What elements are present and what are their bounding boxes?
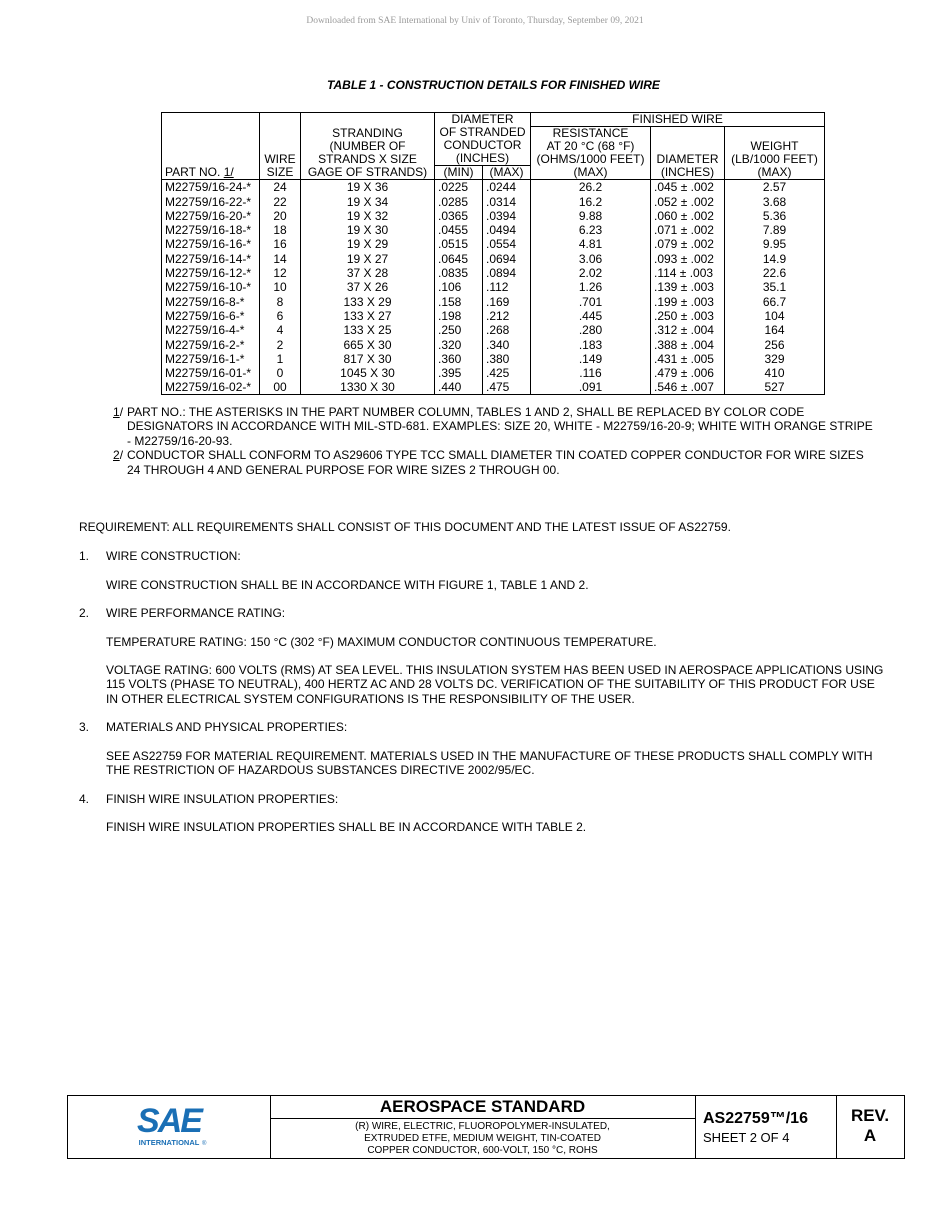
cell-weight: 9.95	[725, 237, 825, 251]
cell-diameter-min: .158	[435, 294, 483, 308]
section-3-para-1: SEE AS22759 FOR MATERIAL REQUIREMENT. MATERIALS USED IN THE MANUFACTURE OF THESE PRODUCTS SHALL COMPLY WITH THE RESTRICTION OF HAZARDOUS SUBSTANCES DIRECTIVE 2002/95/EC.	[106, 749, 873, 778]
table-row	[162, 380, 825, 395]
cell-part-no: M22759/16-16-*	[162, 237, 260, 251]
cell-wire-size: 16	[260, 237, 301, 251]
cell-finished-diameter: .139 ± .003	[651, 280, 725, 294]
section-2-para-2: VOLTAGE RATING: 600 VOLTS (RMS) AT SEA LEVEL. THIS INSULATION SYSTEM HAS BEEN USED IN AEROSPACE APPLICATIONS USING 115 VOLTS (PHASE TO NEUTRAL), 400 HERTZ AC AND 28 VOLTS DC. VERIFICATION OF THE SUITABILITY OF THIS PRODUCT FOR USE IN OTHER ELECTRICAL SYSTEM CONFIGURATIONS IS THE RESPONSIBILITY OF THE USER.	[106, 663, 884, 706]
cell-diameter-min: .0365	[435, 209, 483, 223]
col-header-diameter: DIAMETER OF STRANDED CONDUCTOR (INCHES)	[435, 113, 531, 166]
revision-value: A	[863, 1126, 877, 1145]
cell-wire-size: 1	[260, 352, 301, 366]
col-header-max: (MAX)	[483, 166, 531, 180]
cell-weight: 5.36	[725, 209, 825, 223]
cell-stranding: 1045 X 30	[301, 366, 435, 380]
cell-part-no: M22759/16-1-*	[162, 352, 260, 366]
cell-finished-diameter: .045 ± .002	[651, 180, 725, 194]
description-line-1: (R) WIRE, ELECTRIC, FLUOROPOLYMER-INSULATED,	[355, 1121, 610, 1132]
standard-type: AEROSPACE STANDARD	[270, 1096, 695, 1119]
cell-weight: 14.9	[725, 251, 825, 265]
cell-diameter-max: .0894	[483, 266, 531, 280]
table-row	[162, 280, 825, 294]
cell-resistance: .091	[531, 380, 651, 395]
cell-wire-size: 22	[260, 194, 301, 208]
cell-stranding: 1330 X 30	[301, 380, 435, 395]
description-line-3: COPPER CONDUCTOR, 600-VOLT, 150 °C, ROHS	[367, 1145, 598, 1156]
cell-diameter-max: .0314	[483, 194, 531, 208]
cell-resistance: 1.26	[531, 280, 651, 294]
cell-diameter-min: .0285	[435, 194, 483, 208]
cell-finished-diameter: .431 ± .005	[651, 352, 725, 366]
cell-finished-diameter: .199 ± .003	[651, 294, 725, 308]
cell-resistance: .280	[531, 323, 651, 337]
cell-resistance: .701	[531, 294, 651, 308]
cell-stranding: 817 X 30	[301, 352, 435, 366]
cell-weight: 104	[725, 309, 825, 323]
cell-finished-diameter: .079 ± .002	[651, 237, 725, 251]
col-header-finished-wire: FINISHED WIRE	[531, 113, 825, 127]
cell-stranding: 19 X 32	[301, 209, 435, 223]
cell-finished-diameter: .114 ± .003	[651, 266, 725, 280]
cell-stranding: 37 X 26	[301, 280, 435, 294]
cell-diameter-min: .320	[435, 337, 483, 351]
document-number: AS22759™/16	[703, 1110, 808, 1127]
section-3-number: 3.	[79, 720, 90, 734]
title-block	[67, 1095, 905, 1159]
cell-stranding: 19 X 27	[301, 251, 435, 265]
section-4-para-1: FINISH WIRE INSULATION PROPERTIES SHALL BE IN ACCORDANCE WITH TABLE 2.	[106, 820, 587, 834]
cell-diameter-max: .340	[483, 337, 531, 351]
table-notes	[113, 405, 873, 477]
cell-weight: 410	[725, 366, 825, 380]
cell-weight: 7.89	[725, 223, 825, 237]
cell-weight: 2.57	[725, 180, 825, 194]
cell-wire-size: 4	[260, 323, 301, 337]
table-row	[162, 352, 825, 366]
col-header-finished-diameter: DIAMETER (INCHES)	[651, 127, 725, 180]
cell-part-no: M22759/16-18-*	[162, 223, 260, 237]
section-1-title: WIRE CONSTRUCTION:	[106, 549, 241, 563]
cell-resistance: 9.88	[531, 209, 651, 223]
cell-wire-size: 18	[260, 223, 301, 237]
table-title: TABLE 1 - CONSTRUCTION DETAILS FOR FINISHED WIRE	[327, 78, 660, 92]
cell-diameter-max: .268	[483, 323, 531, 337]
document-number-cell	[695, 1096, 837, 1158]
col-header-weight: WEIGHT (LB/1000 FEET) (MAX)	[725, 127, 825, 180]
cell-wire-size: 0	[260, 366, 301, 380]
cell-diameter-max: .475	[483, 380, 531, 395]
cell-resistance: .445	[531, 309, 651, 323]
cell-diameter-max: .112	[483, 280, 531, 294]
cell-diameter-max: .0394	[483, 209, 531, 223]
sae-logo-mark: SAE	[137, 1102, 201, 1140]
cell-part-no: M22759/16-24-*	[162, 180, 260, 194]
cell-weight: 527	[725, 380, 825, 395]
cell-weight: 3.68	[725, 194, 825, 208]
cell-finished-diameter: .071 ± .002	[651, 223, 725, 237]
cell-finished-diameter: .093 ± .002	[651, 251, 725, 265]
section-2-title: WIRE PERFORMANCE RATING:	[106, 606, 286, 620]
table-row	[162, 366, 825, 380]
cell-diameter-min: .250	[435, 323, 483, 337]
cell-diameter-min: .0225	[435, 180, 483, 194]
cell-diameter-max: .0244	[483, 180, 531, 194]
table-row	[162, 309, 825, 323]
section-1-para-1: WIRE CONSTRUCTION SHALL BE IN ACCORDANCE WITH FIGURE 1, TABLE 1 AND 2.	[106, 578, 589, 592]
cell-diameter-max: .0694	[483, 251, 531, 265]
cell-diameter-min: .106	[435, 280, 483, 294]
table-row	[162, 180, 825, 194]
sae-logo-registered: ®	[202, 1141, 207, 1147]
cell-wire-size: 6	[260, 309, 301, 323]
cell-part-no: M22759/16-22-*	[162, 194, 260, 208]
cell-part-no: M22759/16-02-*	[162, 380, 260, 395]
cell-resistance: 16.2	[531, 194, 651, 208]
note-1: 1/ PART NO.: THE ASTERISKS IN THE PART NUMBER COLUMN, TABLES 1 AND 2, SHALL BE REPLACED BY COLOR CODE DESIGNATORS IN ACCORDANCE WITH MIL-STD-681. EXAMPLES: SIZE 20, WHITE - M22759/16-20-9; WHITE WITH ORANGE STRIPE - M22759/16-20-93.	[113, 405, 873, 448]
cell-wire-size: 8	[260, 294, 301, 308]
cell-weight: 35.1	[725, 280, 825, 294]
cell-weight: 329	[725, 352, 825, 366]
cell-resistance: 6.23	[531, 223, 651, 237]
cell-part-no: M22759/16-2-*	[162, 337, 260, 351]
revision-cell	[836, 1096, 904, 1158]
cell-part-no: M22759/16-6-*	[162, 309, 260, 323]
cell-diameter-min: .440	[435, 380, 483, 395]
table-row	[162, 237, 825, 251]
cell-part-no: M22759/16-10-*	[162, 280, 260, 294]
sae-logo-subtext: INTERNATIONAL	[138, 1138, 200, 1147]
sheet-number: SHEET 2 OF 4	[703, 1130, 790, 1145]
section-2-number: 2.	[79, 606, 90, 620]
cell-resistance: .183	[531, 337, 651, 351]
cell-diameter-min: .0455	[435, 223, 483, 237]
cell-wire-size: 20	[260, 209, 301, 223]
cell-finished-diameter: .546 ± .007	[651, 380, 725, 395]
cell-diameter-min: .198	[435, 309, 483, 323]
col-header-resistance: RESISTANCE AT 20 °C (68 °F) (OHMS/1000 FEET) (MAX)	[531, 127, 651, 180]
cell-weight: 164	[725, 323, 825, 337]
cell-diameter-max: .212	[483, 309, 531, 323]
cell-diameter-max: .380	[483, 352, 531, 366]
description-line-2: EXTRUDED ETFE, MEDIUM WEIGHT, TIN-COATED	[364, 1133, 601, 1144]
cell-stranding: 133 X 25	[301, 323, 435, 337]
cell-finished-diameter: .060 ± .002	[651, 209, 725, 223]
table-row	[162, 251, 825, 265]
cell-stranding: 37 X 28	[301, 266, 435, 280]
cell-stranding: 19 X 36	[301, 180, 435, 194]
cell-diameter-min: .395	[435, 366, 483, 380]
cell-wire-size: 24	[260, 180, 301, 194]
cell-stranding: 19 X 34	[301, 194, 435, 208]
cell-wire-size: 14	[260, 251, 301, 265]
col-header-part: PART NO. 1/	[162, 113, 260, 180]
col-header-stranding: STRANDING (NUMBER OF STRANDS X SIZE GAGE OF STRANDS)	[301, 113, 435, 180]
note-2: 2/ CONDUCTOR SHALL CONFORM TO AS29606 TYPE TCC SMALL DIAMETER TIN COATED COPPER CONDUCTOR FOR WIRE SIZES 24 THROUGH 4 AND GENERAL PURPOSE FOR WIRE SIZES 2 THROUGH 00.	[113, 448, 864, 477]
cell-finished-diameter: .479 ± .006	[651, 366, 725, 380]
table-row	[162, 266, 825, 280]
cell-stranding: 19 X 30	[301, 223, 435, 237]
cell-stranding: 133 X 27	[301, 309, 435, 323]
cell-diameter-max: .0494	[483, 223, 531, 237]
title-block-description	[270, 1096, 696, 1158]
cell-finished-diameter: .312 ± .004	[651, 323, 725, 337]
requirement-text: REQUIREMENT: ALL REQUIREMENTS SHALL CONSIST OF THIS DOCUMENT AND THE LATEST ISSUE OF AS22759.	[79, 520, 731, 534]
cell-weight: 66.7	[725, 294, 825, 308]
table-row	[162, 209, 825, 223]
cell-resistance: .116	[531, 366, 651, 380]
section-4-title: FINISH WIRE INSULATION PROPERTIES:	[106, 792, 339, 806]
col-header-size: WIRE SIZE	[260, 113, 301, 180]
cell-stranding: 665 X 30	[301, 337, 435, 351]
cell-diameter-min: .0645	[435, 251, 483, 265]
cell-finished-diameter: .052 ± .002	[651, 194, 725, 208]
cell-diameter-min: .0515	[435, 237, 483, 251]
cell-diameter-min: .360	[435, 352, 483, 366]
table-row	[162, 294, 825, 308]
section-1-number: 1.	[79, 549, 90, 563]
cell-diameter-min: .0835	[435, 266, 483, 280]
cell-finished-diameter: .388 ± .004	[651, 337, 725, 351]
col-header-min: (MIN)	[435, 166, 483, 180]
construction-table	[161, 112, 825, 395]
cell-part-no: M22759/16-14-*	[162, 251, 260, 265]
cell-part-no: M22759/16-20-*	[162, 209, 260, 223]
section-4-number: 4.	[79, 792, 90, 806]
cell-resistance: .149	[531, 352, 651, 366]
cell-wire-size: 10	[260, 280, 301, 294]
cell-stranding: 133 X 29	[301, 294, 435, 308]
cell-part-no: M22759/16-12-*	[162, 266, 260, 280]
cell-resistance: 3.06	[531, 251, 651, 265]
cell-resistance: 26.2	[531, 180, 651, 194]
sae-logo	[68, 1096, 271, 1158]
cell-part-no: M22759/16-4-*	[162, 323, 260, 337]
table-row	[162, 194, 825, 208]
cell-part-no: M22759/16-8-*	[162, 294, 260, 308]
section-3-title: MATERIALS AND PHYSICAL PROPERTIES:	[106, 720, 348, 734]
cell-diameter-max: .425	[483, 366, 531, 380]
download-note: Downloaded from SAE International by Univ of Toronto, Thursday, September 09, 2021	[306, 16, 644, 26]
sae-logo-graphic	[68, 1096, 270, 1158]
table-row	[162, 223, 825, 237]
cell-resistance: 2.02	[531, 266, 651, 280]
cell-stranding: 19 X 29	[301, 237, 435, 251]
cell-diameter-max: .169	[483, 294, 531, 308]
cell-wire-size: 00	[260, 380, 301, 395]
cell-wire-size: 2	[260, 337, 301, 351]
cell-diameter-max: .0554	[483, 237, 531, 251]
table-row	[162, 337, 825, 351]
table-row	[162, 323, 825, 337]
revision-label: REV.	[850, 1106, 890, 1125]
cell-wire-size: 12	[260, 266, 301, 280]
cell-finished-diameter: .250 ± .003	[651, 309, 725, 323]
cell-part-no: M22759/16-01-*	[162, 366, 260, 380]
cell-weight: 22.6	[725, 266, 825, 280]
cell-resistance: 4.81	[531, 237, 651, 251]
section-2-para-1: TEMPERATURE RATING: 150 °C (302 °F) MAXIMUM CONDUCTOR CONTINUOUS TEMPERATURE.	[106, 635, 657, 649]
cell-weight: 256	[725, 337, 825, 351]
